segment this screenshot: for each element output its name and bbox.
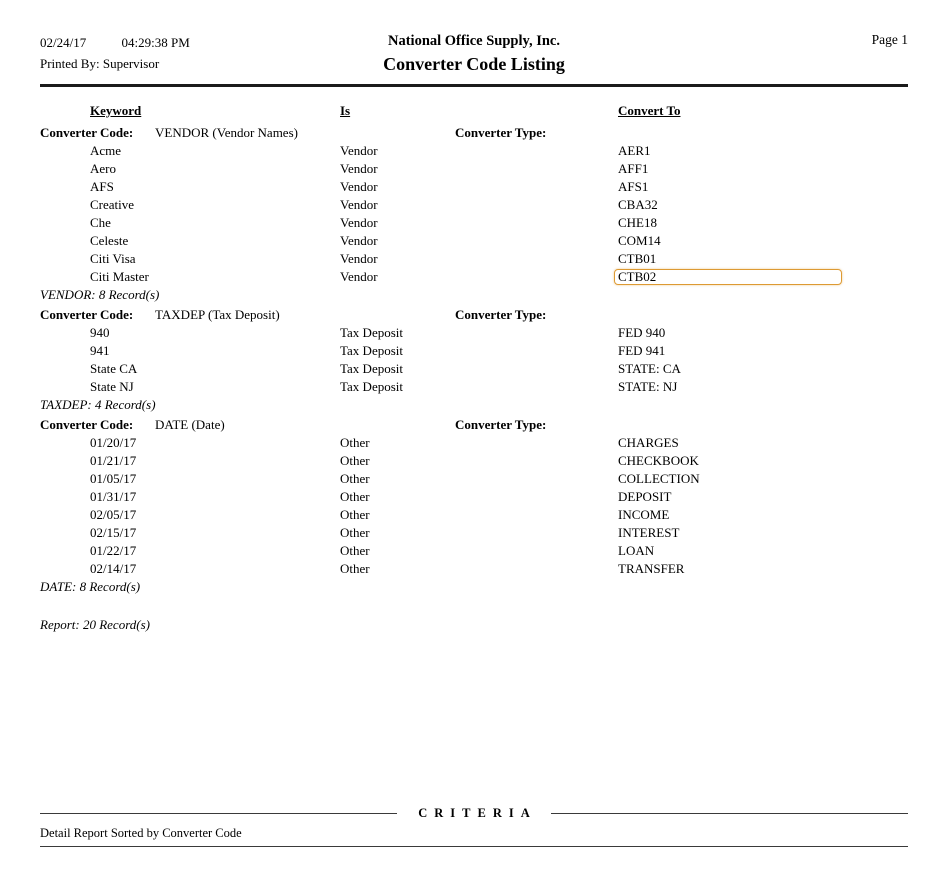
page-number: Page 1 — [871, 32, 908, 47]
row-convert-cell — [618, 524, 908, 542]
row-is: Other — [340, 434, 370, 450]
column-headers — [40, 102, 908, 120]
row-keyword: Che — [90, 214, 111, 230]
criteria-detail: Detail Report Sorted by Converter Code — [40, 826, 242, 840]
row-convert-cell — [618, 506, 908, 524]
row-convert-to: INCOME — [618, 506, 670, 522]
row-convert-to: DEPOSIT — [618, 488, 672, 504]
table-row — [40, 250, 908, 268]
row-convert-cell — [618, 214, 908, 232]
row-keyword: 01/22/17 — [90, 542, 137, 558]
criteria-line-left — [40, 813, 397, 814]
section — [40, 416, 908, 596]
selected-field[interactable]: CTB02 — [614, 269, 842, 285]
row-convert-cell — [618, 560, 908, 578]
row-is: Tax Deposit — [340, 324, 403, 340]
table-row — [40, 452, 908, 470]
row-convert-cell — [618, 196, 908, 214]
table-row — [40, 214, 908, 232]
row-convert-cell — [618, 268, 908, 286]
row-is: Vendor — [340, 196, 378, 212]
converter-code-value: VENDOR (Vendor Names) — [155, 124, 298, 140]
row-keyword: Citi Master — [90, 268, 149, 284]
report-header — [40, 32, 908, 75]
column-keyword-cell — [40, 102, 340, 120]
row-convert-cell — [618, 470, 908, 488]
row-convert-to: CHE18 — [618, 214, 657, 230]
sections — [40, 124, 908, 596]
row-convert-cell — [618, 360, 908, 378]
row-convert-to: STATE: NJ — [618, 378, 678, 394]
section — [40, 306, 908, 414]
row-keyword: Citi Visa — [90, 250, 136, 266]
row-convert-to: CBA32 — [618, 196, 658, 212]
row-keyword: Aero — [90, 160, 116, 176]
page-title: Converter Code Listing — [383, 54, 565, 74]
date-time-line — [40, 32, 383, 53]
row-is: Vendor — [340, 214, 378, 230]
row-convert-cell — [618, 232, 908, 250]
col-convert-to: Convert To — [618, 102, 681, 118]
row-convert-cell — [618, 142, 908, 160]
table-row — [40, 324, 908, 342]
row-keyword: Celeste — [90, 232, 129, 248]
row-is: Tax Deposit — [340, 360, 403, 376]
row-convert-to: FED 941 — [618, 342, 666, 358]
row-keyword: 940 — [90, 324, 110, 340]
converter-code-value: TAXDEP (Tax Deposit) — [155, 306, 280, 322]
printed-by: Printed By: Supervisor — [40, 56, 160, 71]
table-row — [40, 342, 908, 360]
row-keyword: State CA — [90, 360, 138, 376]
row-is: Vendor — [340, 250, 378, 266]
section — [40, 124, 908, 304]
table-row — [40, 488, 908, 506]
section-header — [40, 124, 908, 142]
row-convert-to: AFS1 — [618, 178, 649, 194]
row-is: Other — [340, 506, 370, 522]
row-keyword: 01/05/17 — [90, 470, 137, 486]
row-is: Other — [340, 542, 370, 558]
criteria-divider — [40, 806, 908, 821]
row-convert-cell — [618, 250, 908, 268]
column-convert-cell — [618, 102, 908, 120]
row-is: Tax Deposit — [340, 342, 403, 358]
converter-type-label: Converter Type: — [455, 416, 547, 432]
row-convert-cell — [618, 452, 908, 470]
table-row — [40, 378, 908, 396]
converter-code-label: Converter Code: — [40, 124, 134, 140]
table-row — [40, 360, 908, 378]
row-convert-cell — [618, 378, 908, 396]
row-convert-cell — [618, 160, 908, 178]
row-keyword: 01/31/17 — [90, 488, 137, 504]
converter-code-value: DATE (Date) — [155, 416, 225, 432]
table-row — [40, 232, 908, 250]
report-date: 02/24/17 — [40, 35, 87, 50]
table-row — [40, 542, 908, 560]
row-convert-to: COLLECTION — [618, 470, 700, 486]
row-is: Other — [340, 488, 370, 504]
row-convert-to: CTB01 — [618, 250, 657, 266]
row-keyword: 02/14/17 — [90, 560, 137, 576]
row-convert-cell — [618, 342, 908, 360]
row-convert-to: CHECKBOOK — [618, 452, 699, 468]
report-footer — [40, 806, 908, 847]
row-is: Other — [340, 452, 370, 468]
table-row — [40, 178, 908, 196]
report-time: 04:29:38 PM — [121, 35, 190, 50]
table-row — [40, 524, 908, 542]
row-is: Vendor — [340, 268, 378, 284]
row-convert-to: TRANSFER — [618, 560, 685, 576]
row-convert-cell — [618, 488, 908, 506]
row-is: Vendor — [340, 178, 378, 194]
row-is: Other — [340, 470, 370, 486]
table-row — [40, 506, 908, 524]
table-row — [40, 160, 908, 178]
table-row — [40, 560, 908, 578]
table-row — [40, 142, 908, 160]
row-keyword: 01/21/17 — [90, 452, 137, 468]
converter-code-label: Converter Code: — [40, 306, 134, 322]
row-convert-cell — [618, 324, 908, 342]
row-convert-cell — [618, 434, 908, 452]
converter-type-label: Converter Type: — [455, 124, 547, 140]
row-convert-to: AFF1 — [618, 160, 649, 176]
col-keyword: Keyword — [90, 102, 142, 118]
row-keyword: State NJ — [90, 378, 134, 394]
row-convert-to: STATE: CA — [618, 360, 681, 376]
converter-code-label: Converter Code: — [40, 416, 134, 432]
row-convert-cell — [618, 178, 908, 196]
row-keyword: AFS — [90, 178, 114, 194]
section-header — [40, 306, 908, 324]
section-summary: DATE: 8 Record(s) — [40, 578, 141, 594]
row-convert-to: FED 940 — [618, 324, 666, 340]
row-is: Tax Deposit — [340, 378, 403, 394]
report-total: Report: 20 Record(s) — [40, 616, 150, 632]
row-keyword: 02/15/17 — [90, 524, 137, 540]
row-keyword: 941 — [90, 342, 110, 358]
row-is: Other — [340, 560, 370, 576]
row-keyword: 02/05/17 — [90, 506, 137, 522]
row-convert-to: CHARGES — [618, 434, 679, 450]
row-keyword: Acme — [90, 142, 122, 158]
row-convert-to: COM14 — [618, 232, 661, 248]
table-row — [40, 470, 908, 488]
column-is-cell — [340, 102, 618, 120]
section-summary: VENDOR: 8 Record(s) — [40, 286, 160, 302]
header-rule — [40, 84, 908, 87]
section-header — [40, 416, 908, 434]
row-is: Vendor — [340, 232, 378, 248]
row-keyword: 01/20/17 — [90, 434, 137, 450]
row-is: Other — [340, 524, 370, 540]
row-is: Vendor — [340, 160, 378, 176]
bottom-rule — [40, 846, 908, 847]
company-name: National Office Supply, Inc. — [387, 33, 560, 49]
row-convert-cell — [618, 542, 908, 560]
row-convert-to: AER1 — [618, 142, 651, 158]
row-is: Vendor — [340, 142, 378, 158]
table-row — [40, 196, 908, 214]
col-is: Is — [340, 102, 351, 118]
table-row — [40, 268, 908, 286]
converter-type-label: Converter Type: — [455, 306, 547, 322]
criteria-heading: CRITERIA — [418, 806, 537, 820]
table-row — [40, 434, 908, 452]
row-convert-to: INTEREST — [618, 524, 680, 540]
criteria-line-right — [551, 813, 908, 814]
section-summary: TAXDEP: 4 Record(s) — [40, 396, 156, 412]
row-keyword: Creative — [90, 196, 135, 212]
row-convert-to: LOAN — [618, 542, 655, 558]
